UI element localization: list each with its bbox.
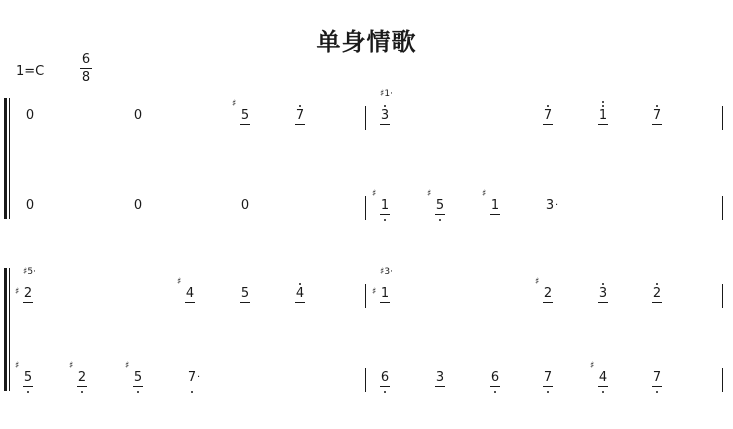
octave-dot-below [191,391,193,393]
note [372,267,393,314]
stacked-aug: · [390,89,393,99]
eighth-underline [23,302,33,303]
note [377,89,393,136]
eighth-underline [543,124,553,125]
key-signature: 1=C [16,64,45,79]
time-signature-top: 6 [81,52,91,67]
note [377,358,393,398]
system-bracket-2 [4,268,7,391]
sharp-sign: ♯ [372,189,377,199]
note-digit: 0 [240,198,250,213]
note [22,96,38,136]
barline [722,196,723,220]
sharp-sign: ♯ [372,287,377,297]
note-digit: 2 [23,286,33,301]
stacked-digit: 1 [384,89,391,99]
note-digit: 4 [295,286,305,301]
stacked-note [380,90,402,99]
barline [365,196,366,220]
eighth-underline [185,302,195,303]
note [130,186,146,226]
eighth-underline [133,386,143,387]
note [69,358,90,398]
note [649,274,665,314]
octave-dot-below [384,219,386,221]
note-digit: 5 [240,286,250,301]
note [535,274,556,314]
note-digit: 1 [380,286,390,301]
octave-dot-below [547,391,549,393]
note-digit: 7 [652,108,662,123]
eighth-underline [77,386,87,387]
eighth-underline [598,302,608,303]
barline [722,106,723,130]
octave-dot-above [602,283,604,285]
eighth-underline [598,386,608,387]
stacked-sharp: ♯ [23,267,28,277]
note-digit: 6 [380,370,390,385]
augmentation-dot: · [197,372,201,383]
note [649,96,665,136]
stacked-digit: 5 [27,267,34,277]
eighth-underline [23,386,33,387]
note-digit: 0 [133,198,143,213]
sharp-sign: ♯ [232,99,237,109]
note-digit: 0 [25,108,35,123]
eighth-underline [490,386,500,387]
note [372,186,393,226]
barline [365,368,366,392]
octave-dot-above [299,105,301,107]
song-title: 单身情歌 [316,28,417,56]
note [22,186,38,226]
octave-dot-above [656,283,658,285]
barline [365,106,366,130]
eighth-underline [380,124,390,125]
note-digit: 2 [543,286,553,301]
stacked-sharp: ♯ [380,89,385,99]
note [237,274,253,314]
eighth-underline [295,302,305,303]
note [125,358,146,398]
time-signature-divider [80,68,92,69]
stacked-sharp: ♯ [380,267,385,277]
note [130,96,146,136]
note-digit: 7 [543,370,553,385]
sharp-sign: ♯ [15,361,20,371]
note [237,186,253,226]
eighth-underline [543,386,553,387]
note-digit: 0 [133,108,143,123]
eighth-underline [380,302,390,303]
note-digit: 5 [240,108,250,123]
note [15,267,36,314]
sharp-sign: ♯ [177,277,182,287]
eighth-underline [598,124,608,125]
eighth-underline [652,302,662,303]
note-digit: 2 [77,370,87,385]
note [542,186,558,226]
eighth-underline [543,302,553,303]
barline [722,284,723,308]
augmentation-dot: · [555,200,559,211]
eighth-underline [435,386,445,387]
note-digit: 3 [545,198,555,213]
note-digit: 5 [435,198,445,213]
octave-dot-below [439,219,441,221]
stacked-note [23,268,45,277]
note-digit: 7 [187,370,197,385]
system-bracket-1-thin [9,98,10,219]
octave-dot-below [384,391,386,393]
time-signature [80,52,92,85]
note [292,274,308,314]
octave-dot-below [27,391,29,393]
note [595,96,611,136]
eighth-underline [380,386,390,387]
note-digit: 1 [490,198,500,213]
sharp-sign: ♯ [535,277,540,287]
note [427,186,448,226]
sharp-sign: ♯ [69,361,74,371]
note [184,358,200,398]
note [487,358,503,398]
note-digit: 7 [295,108,305,123]
eighth-underline [652,124,662,125]
note-digit: 4 [598,370,608,385]
time-signature-bottom: 8 [81,70,91,85]
eighth-underline [240,302,250,303]
barline [365,284,366,308]
octave-dot-below [81,391,83,393]
note-digit: 3 [435,370,445,385]
barline [722,368,723,392]
octave-dot-above [547,105,549,107]
octave-dot-below [602,391,604,393]
octave-dot-above-2 [602,101,604,103]
octave-dot-above [384,105,386,107]
stacked-aug: · [33,267,36,277]
note [177,274,198,314]
sharp-sign: ♯ [15,287,20,297]
eighth-underline [380,214,390,215]
eighth-underline [240,124,250,125]
sharp-sign: ♯ [590,361,595,371]
octave-dot-below [494,391,496,393]
note-digit: 7 [652,370,662,385]
octave-dot-above [656,105,658,107]
note-digit: 0 [25,198,35,213]
note-digit: 6 [490,370,500,385]
octave-dot-above [602,105,604,107]
note [649,358,665,398]
note-digit: 4 [185,286,195,301]
note-digit: 3 [598,286,608,301]
note-digit: 7 [543,108,553,123]
note [482,186,503,226]
stacked-note [380,268,402,277]
sharp-sign: ♯ [125,361,130,371]
note [432,358,448,398]
note-digit: 3 [380,108,390,123]
octave-dot-above [299,283,301,285]
note [590,358,611,398]
eighth-underline [295,124,305,125]
note-digit: 5 [23,370,33,385]
note [292,96,308,136]
note-digit: 1 [380,198,390,213]
sharp-sign: ♯ [482,189,487,199]
stacked-aug: · [390,267,393,277]
note [595,274,611,314]
system-bracket-2-thin [9,268,10,391]
note-digit: 1 [598,108,608,123]
octave-dot-below [137,391,139,393]
eighth-underline [652,386,662,387]
octave-dot-below [656,391,658,393]
note [232,96,253,136]
note-digit: 2 [652,286,662,301]
note [540,96,556,136]
note-digit: 5 [133,370,143,385]
system-bracket-1 [4,98,7,219]
eighth-underline [435,214,445,215]
sharp-sign: ♯ [427,189,432,199]
stacked-digit: 3 [384,267,391,277]
note [15,358,36,398]
note [540,358,556,398]
eighth-underline [490,214,500,215]
